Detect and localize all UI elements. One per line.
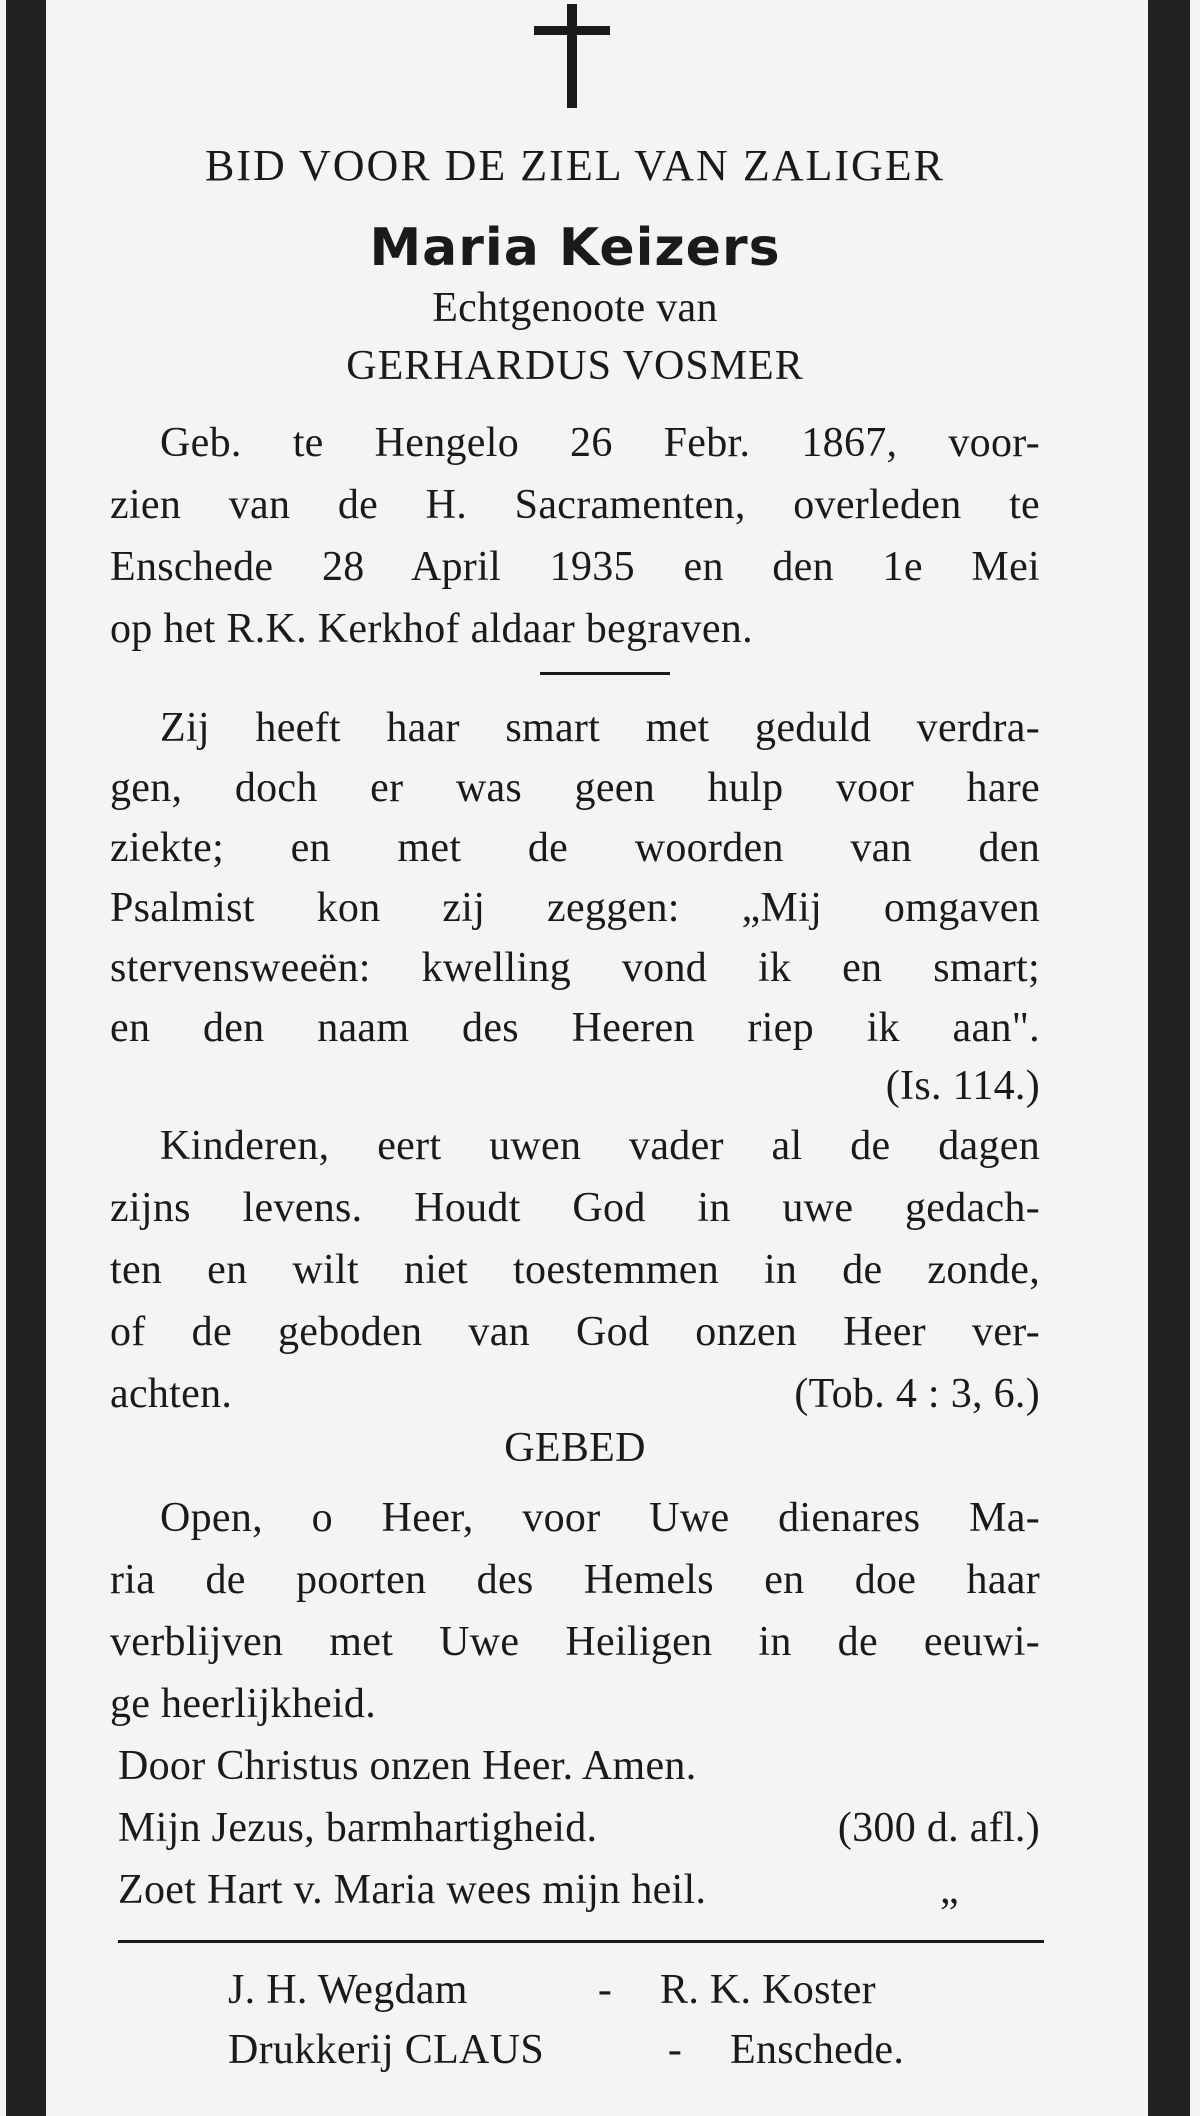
text-line: ten en wilt niet toestemmen in de zonde, — [110, 1247, 1040, 1293]
footer-text: Enschede. — [730, 2027, 905, 2073]
footer-text: R. K. Koster — [660, 1967, 876, 2013]
relation-text: Echtgenoote van — [432, 285, 718, 331]
bio-line: Geb. te Hengelo 26 Febr. 1867, voor- — [160, 420, 1040, 466]
cross-icon — [534, 4, 610, 108]
prayer-title: GEBED — [504, 1425, 646, 1471]
bio-line: op het R.K. Kerkhof aldaar begraven. — [110, 606, 753, 652]
right-black-border — [1148, 0, 1190, 2116]
footer-separator: - — [597, 1967, 613, 2013]
ejaculation-line: Mijn Jezus, barmhartigheid. — [118, 1805, 598, 1851]
scripture-reference: (Is. 114.) — [885, 1063, 1040, 1109]
prayer-line: Open, o Heer, voor Uwe dienares Ma- — [160, 1495, 1040, 1541]
prayer-line: verblijven met Uwe Heiligen in de eeuwi- — [110, 1619, 1040, 1665]
spouse-name: GERHARDUS VOSMER — [346, 343, 804, 389]
text-line: achten. — [110, 1371, 233, 1417]
footer-separator: - — [667, 2027, 683, 2073]
header-text: BID VOOR DE ZIEL VAN ZALIGER — [205, 141, 945, 190]
text-line: en den naam des Heeren riep ik aan". — [110, 1005, 1040, 1051]
bio-line: Enschede 28 April 1935 en den 1e Mei — [110, 544, 1040, 590]
closing-line: Door Christus onzen Heer. Amen. — [118, 1743, 697, 1789]
text-line: Psalmist kon zij zeggen: „Mij omgaven — [110, 885, 1040, 931]
text-line: stervensweeën: kwelling vond ik en smart; — [110, 945, 1040, 991]
deceased-name: Maria Keizers — [369, 218, 781, 278]
prayer-line: ria de poorten des Hemels en doe haar — [110, 1557, 1040, 1603]
bio-line: zien van de H. Sacramenten, overleden te — [110, 482, 1040, 528]
text-line: gen, doch er was geen hulp voor hare — [110, 765, 1040, 811]
indulgence-note: (300 d. afl.) — [837, 1805, 1040, 1851]
text-line: Kinderen, eert uwen vader al de dagen — [160, 1123, 1040, 1169]
footer-text: Drukkerij CLAUS — [228, 2027, 544, 2073]
text-line: Zij heeft haar smart met geduld verdra- — [160, 705, 1040, 751]
text-line: of de geboden van God onzen Heer ver- — [110, 1309, 1040, 1355]
footer-divider — [118, 1940, 1044, 1943]
text-line: ziekte; en met de woorden van den — [110, 825, 1040, 871]
prayer-line: ge heerlijkheid. — [110, 1681, 377, 1727]
ditto-mark: „ — [940, 1867, 959, 1913]
left-black-border — [6, 0, 46, 2116]
scripture-reference: (Tob. 4 : 3, 6.) — [794, 1371, 1040, 1417]
text-line: zijns levens. Houdt God in uwe gedach- — [110, 1185, 1040, 1231]
ejaculation-line: Zoet Hart v. Maria wees mijn heil. — [118, 1867, 707, 1913]
divider — [540, 672, 670, 675]
footer-text: J. H. Wegdam — [228, 1967, 468, 2013]
